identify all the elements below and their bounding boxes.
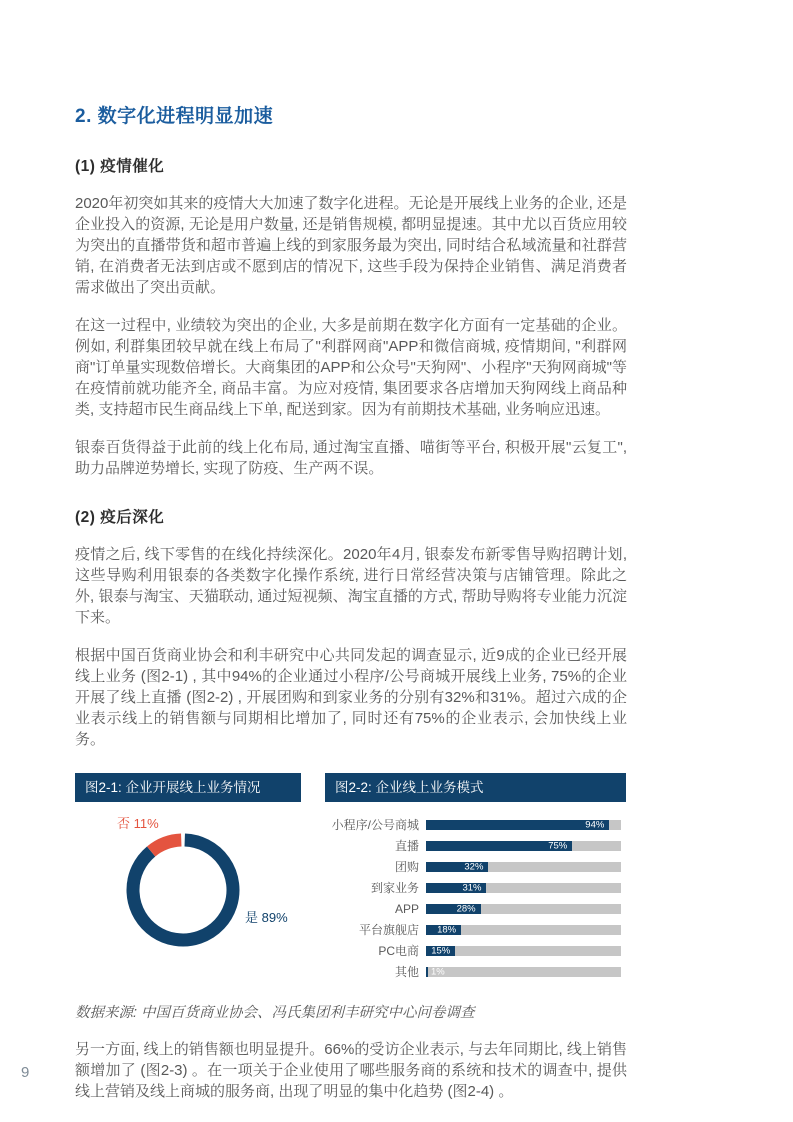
bar-chart [325, 802, 626, 988]
bar-category-label: 团购 [394, 860, 419, 874]
figure-2-1-title: 图2-1: 企业开展线上业务情况 [75, 773, 301, 802]
bar-category-label: 小程序/公号商城 [331, 818, 419, 832]
page-content [75, 0, 627, 1102]
bar-row [330, 814, 621, 835]
figures-row [75, 773, 627, 988]
subheading-pandemic-catalyst: (1) 疫情催化 [75, 158, 165, 175]
bar-row [330, 856, 621, 877]
bar-track [426, 883, 621, 893]
bar-category-label: 直播 [394, 839, 419, 853]
paragraph: 疫情之后, 线下零售的在线化持续深化。2020年4月, 银泰发布新零售导购招聘计划, 这些导购利用银泰的各类数字化操作系统, 进行日常经营决策与店铺管理。除此之外, 银泰与淘宝、天猫联动, 通过短视频、淘宝直播的方式, 帮助导购将专业能力沉淀下来。 [75, 546, 627, 626]
bar-value-label: 31% [462, 881, 482, 893]
paragraph: 2020年初突如其来的疫情大大加速了数字化进程。无论是开展线上业务的企业, 还是企业投入的资源, 无论是用户数量, 还是销售规模, 都明显提速。其中尤以百货应用较为突出的直播带货和超市普遍上线的到家服务最为突出, 同时结合私域流量和社群营销, 在消费者无法到店或不愿到店的情况下, 这些手段为保持企业销售、满足消费者需求做出了突出贡献。 [75, 195, 627, 296]
bar-row [330, 940, 621, 961]
bar-row [330, 877, 621, 898]
donut-label-no: 否 11% [117, 816, 159, 831]
closing-paragraph: 另一方面, 线上的销售额也明显提升。66%的受访企业表示, 与去年同期比, 线上销售额增加了 (图2-3) 。在一项关于企业使用了哪些服务商的系统和技术的调查中, 提供线上营销及线上商城的服务商, 出现了明显的集中化趋势 (图2-4) 。 [75, 1041, 627, 1100]
bar-track [426, 946, 621, 956]
figure-2-2 [325, 773, 626, 988]
bar-category-label: 到家业务 [370, 881, 419, 895]
section-heading: 2. 数字化进程明显加速 [75, 106, 274, 127]
donut-segment-yes [133, 840, 233, 940]
bar-track [426, 862, 621, 872]
bar-value-label: 15% [431, 944, 451, 956]
donut-chart [75, 802, 301, 980]
subheading-post-pandemic-deepening: (2) 疫后深化 [75, 509, 165, 526]
data-source-note: 数据来源: 中国百货商业协会、冯氏集团利丰研究中心问卷调查 [75, 1005, 475, 1021]
bar-category-label: APP [394, 901, 419, 916]
paragraph: 根据中国百货商业协会和利丰研究中心共同发起的调查显示, 近9成的企业已经开展线上业务 (图2-1) , 其中94%的企业通过小程序/公号商城开展线上业务, 75%的企业开展了线上直播 (图2-2) , 开展团购和到家业务的分别有32%和31%。超过六成的企业表示线上的销售额与同期相比增加了, 同时还有75%的企业表示, 会加快线上业务。 [75, 647, 627, 748]
donut-label-yes: 是 89% [245, 910, 288, 925]
page-number: 9 [21, 1064, 30, 1081]
bar-category-label: 平台旗舰店 [358, 923, 419, 937]
bar-fill [426, 967, 428, 977]
paragraph: 银泰百货得益于此前的线上化布局, 通过淘宝直播、喵街等平台, 积极开展"云复工", 助力品牌逆势增长, 实现了防疫、生产两不误。 [75, 439, 627, 477]
bar-row [330, 961, 621, 982]
bar-value-label: 18% [437, 923, 457, 935]
bar-track [426, 925, 621, 935]
bar-value-label: 94% [585, 818, 605, 830]
figure-2-2-title: 图2-2: 企业线上业务模式 [325, 773, 626, 802]
bar-fill [426, 820, 609, 830]
bar-value-label: 75% [548, 839, 568, 851]
bar-track [426, 967, 621, 977]
donut-segment-no [151, 840, 181, 851]
bar-category-label: 其他 [394, 965, 419, 979]
paragraph: 在这一过程中, 业绩较为突出的企业, 大多是前期在数字化方面有一定基础的企业。例如, 利群集团较早就在线上布局了"利群网商"APP和微信商城, 疫情期间, "利群网商"订单量实现数倍增长。大商集团的APP和公众号"天狗网"、小程序"天狗网商城"等在疫情前就功能齐全, 商品丰富。为应对疫情, 集团要求各店增加天狗网线上商品种类, 支持超市民生商品线上下单, 配送到家。因为有前期技术基础, 业务响应迅速。 [75, 317, 627, 418]
bar-row [330, 835, 621, 856]
bar-track [426, 841, 621, 851]
bar-track [426, 820, 621, 830]
bar-row [330, 919, 621, 940]
bar-value-label: 28% [456, 902, 476, 914]
bar-track [426, 904, 621, 914]
bar-value-label: 1% [430, 965, 445, 977]
figure-2-1 [75, 773, 301, 980]
bar-category-label: PC电商 [378, 944, 419, 958]
bar-value-label: 32% [464, 860, 484, 872]
donut-chart-svg [125, 832, 241, 948]
bar-row [330, 898, 621, 919]
